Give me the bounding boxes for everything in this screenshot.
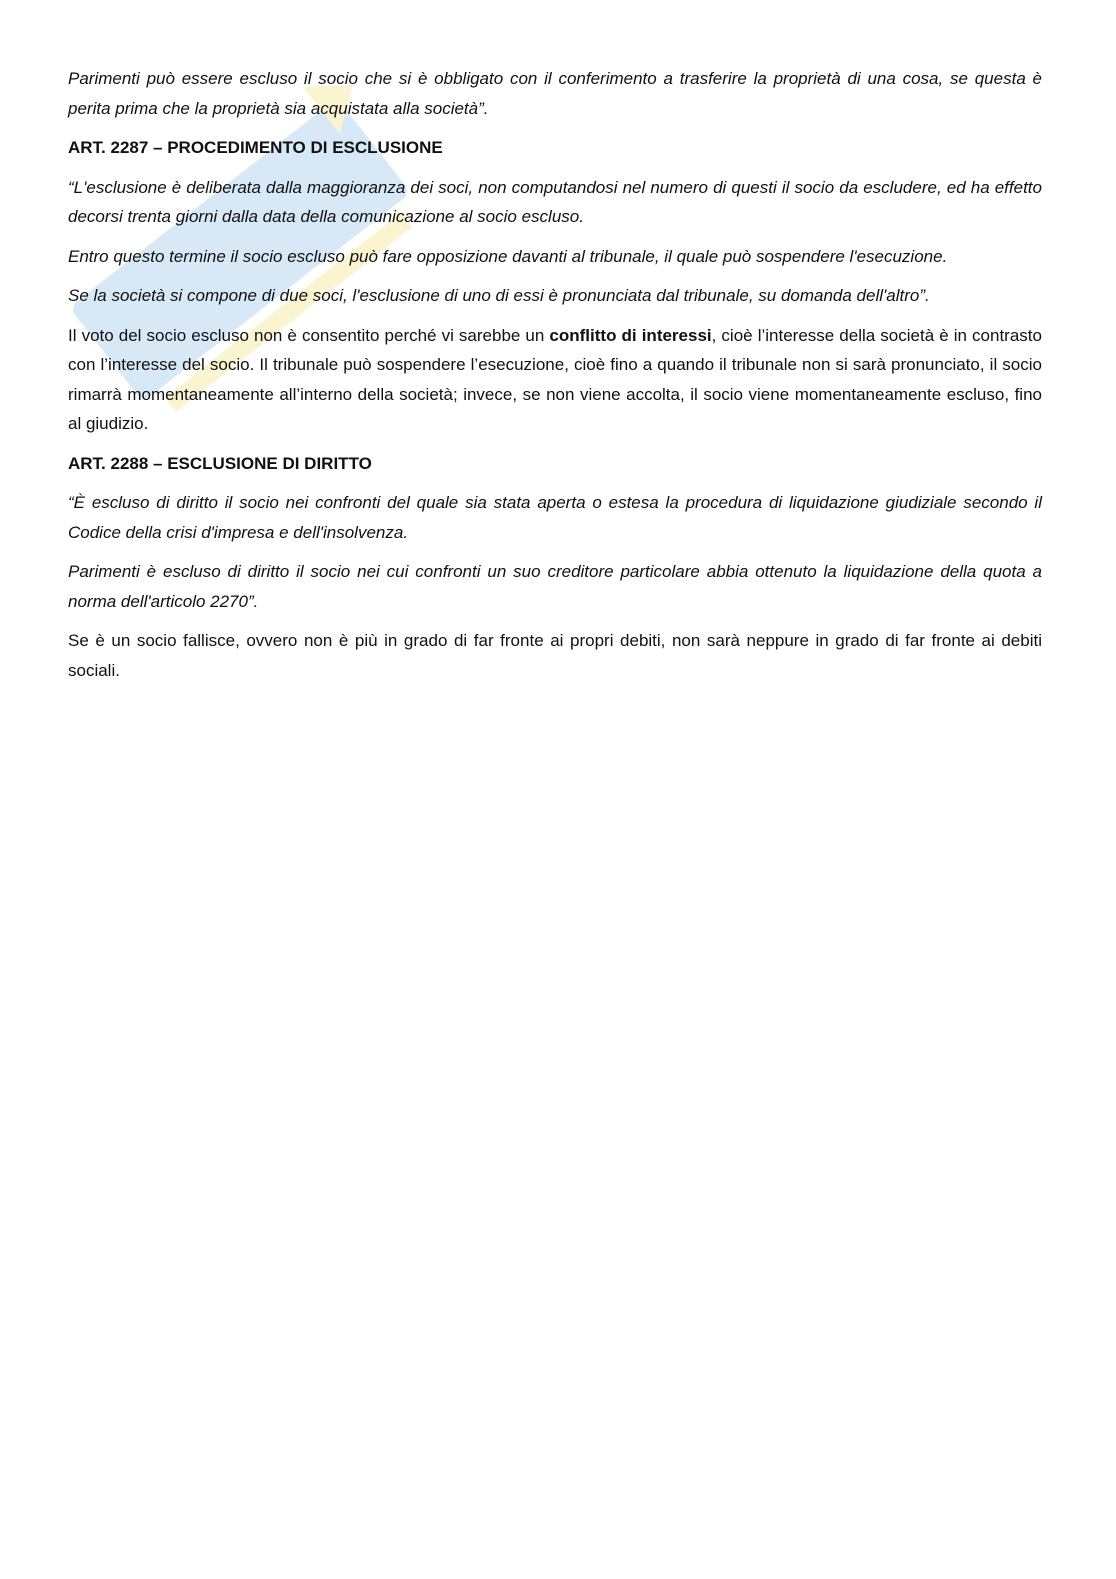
commentary-bold-term: conflitto di interessi xyxy=(549,325,712,345)
paragraph-commentary-2288: Se è un socio fallisce, ovvero non è più in grado di far fronte ai propri debiti, non sarà neppure in grado di far fronte ai debiti sociali. xyxy=(68,631,1042,680)
paragraph-quote-2287-2: Entro questo termine il socio escluso può fare opposizione davanti al tribunale, il quale può sospendere l'esecuzione. xyxy=(68,246,948,266)
section-heading-art-2288: ART. 2288 – ESCLUSIONE DI DIRITTO xyxy=(68,453,372,473)
document-page xyxy=(68,64,1042,695)
section-heading-art-2287: ART. 2287 – PROCEDIMENTO DI ESCLUSIONE xyxy=(68,138,443,157)
commentary-text-end: , cioè l’interesse della società è in contrasto con l’interesse del socio. Il tribunale può sospendere l’esecuzione, cioè fino a quando il tribunale non si sarà pronunciato, il socio rimarrà momentaneamente all’interno della società; invece, se non viene accolta, il socio viene momentaneamente escluso, fino al giudizio. xyxy=(68,325,1042,433)
paragraph-quote-2287-1: “L'esclusione è deliberata dalla maggioranza dei soci, non computandosi nel numero di questi il socio da escludere, ed ha effetto decorsi trenta giorni dalla data della comunicazione al socio escluso. xyxy=(68,177,1042,226)
paragraph-commentary-2287 xyxy=(68,321,1042,439)
paragraph-quote-end: Parimenti può essere escluso il socio che si è obbligato con il conferimento a trasferire la proprietà di una cosa, se questa è perita prima che la proprietà sia acquistata alla società”. xyxy=(68,69,1042,118)
commentary-text-start: Il voto del socio escluso non è consentito perché vi sarebbe un xyxy=(68,325,550,345)
paragraph-quote-2288-1: “È escluso di diritto il socio nei confronti del quale sia stata aperta o estesa la procedura di liquidazione giudiziale secondo il Codice della crisi d'impresa e dell'insolvenza. xyxy=(68,493,1042,542)
paragraph-quote-2287-3: Se la società si compone di due soci, l'esclusione di uno di essi è pronunciata dal tribunale, su domanda dell'altro”. xyxy=(68,286,930,305)
paragraph-quote-2288-2: Parimenti è escluso di diritto il socio nei cui confronti un suo creditore particolare abbia ottenuto la liquidazione della quota a norma dell'articolo 2270”. xyxy=(68,562,1042,611)
